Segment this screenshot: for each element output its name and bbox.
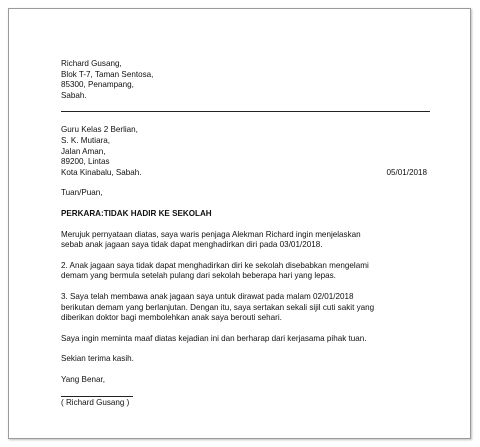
sender-state: Sabah.: [61, 90, 87, 100]
paragraph-2: [61, 261, 433, 282]
paragraph-line: Merujuk pernyataan diatas, saya waris penjaga Alekman Richard ingin menjelaskan: [61, 229, 361, 239]
recipient-line: Guru Kelas 2 Berlian,: [61, 125, 138, 135]
paragraph-3: [61, 292, 433, 324]
letter-subject: PERKARA:TIDAK HADIR KE SEKOLAH: [61, 208, 212, 218]
signoff-text: Yang Benar,: [61, 374, 105, 384]
closing-text: Sekian terima kasih.: [61, 354, 134, 364]
paragraph-line: sebab anak jagaan saya tidak dapat menghadirkan diri pada 03/01/2018.: [61, 240, 323, 250]
paragraph-line: demam yang bermula setelah pulang dari sekolah beberapa hari yang lepas.: [61, 271, 336, 281]
salutation: Tuan/Puan,: [61, 188, 103, 198]
paragraph-4: [61, 334, 433, 345]
recipient-line: Jalan Aman,: [61, 146, 106, 156]
sender-postcode-city: 85300, Penampang,: [61, 80, 134, 90]
paragraph-line: diberikan doktor bagi membolehkan anak saya berouti sehari.: [61, 313, 282, 323]
paragraph-line: berikutan demam yang berlanjutan. Dengan itu, saya sertakan sekali sijil cuti sakit yang: [61, 302, 375, 312]
address-divider: [61, 111, 430, 112]
paragraph-1: [61, 230, 433, 251]
sender-name: Richard Gusang,: [61, 59, 122, 68]
paragraph-line: 2. Anak jagaan saya tidak dapat menghadirkan diri ke sekolah disebabkan mengelami: [61, 260, 369, 270]
letter-date: 05/01/2018: [386, 167, 427, 177]
recipient-last-row: [61, 168, 433, 179]
signature-name: ( Richard Gusang ): [61, 396, 133, 409]
letter-content: [61, 59, 433, 409]
recipient-line: Kota Kinabalu, Sabah.: [61, 167, 142, 177]
recipient-address: [61, 125, 433, 178]
sender-address: [61, 59, 433, 101]
letter-page: [8, 8, 471, 439]
paragraph-line: 3. Saya telah membawa anak jagaan saya untuk dirawat pada malam 02/01/2018: [61, 291, 354, 301]
paragraph-line: Saya ingin meminta maaf diatas kejadian ini dan berharap dari kerjasama pihak tuan.: [61, 333, 367, 343]
recipient-line: S. K. Mutiara,: [61, 135, 111, 145]
sender-street: Blok T-7, Taman Sentosa,: [61, 69, 154, 79]
recipient-line: 89200, Lintas: [61, 157, 110, 167]
